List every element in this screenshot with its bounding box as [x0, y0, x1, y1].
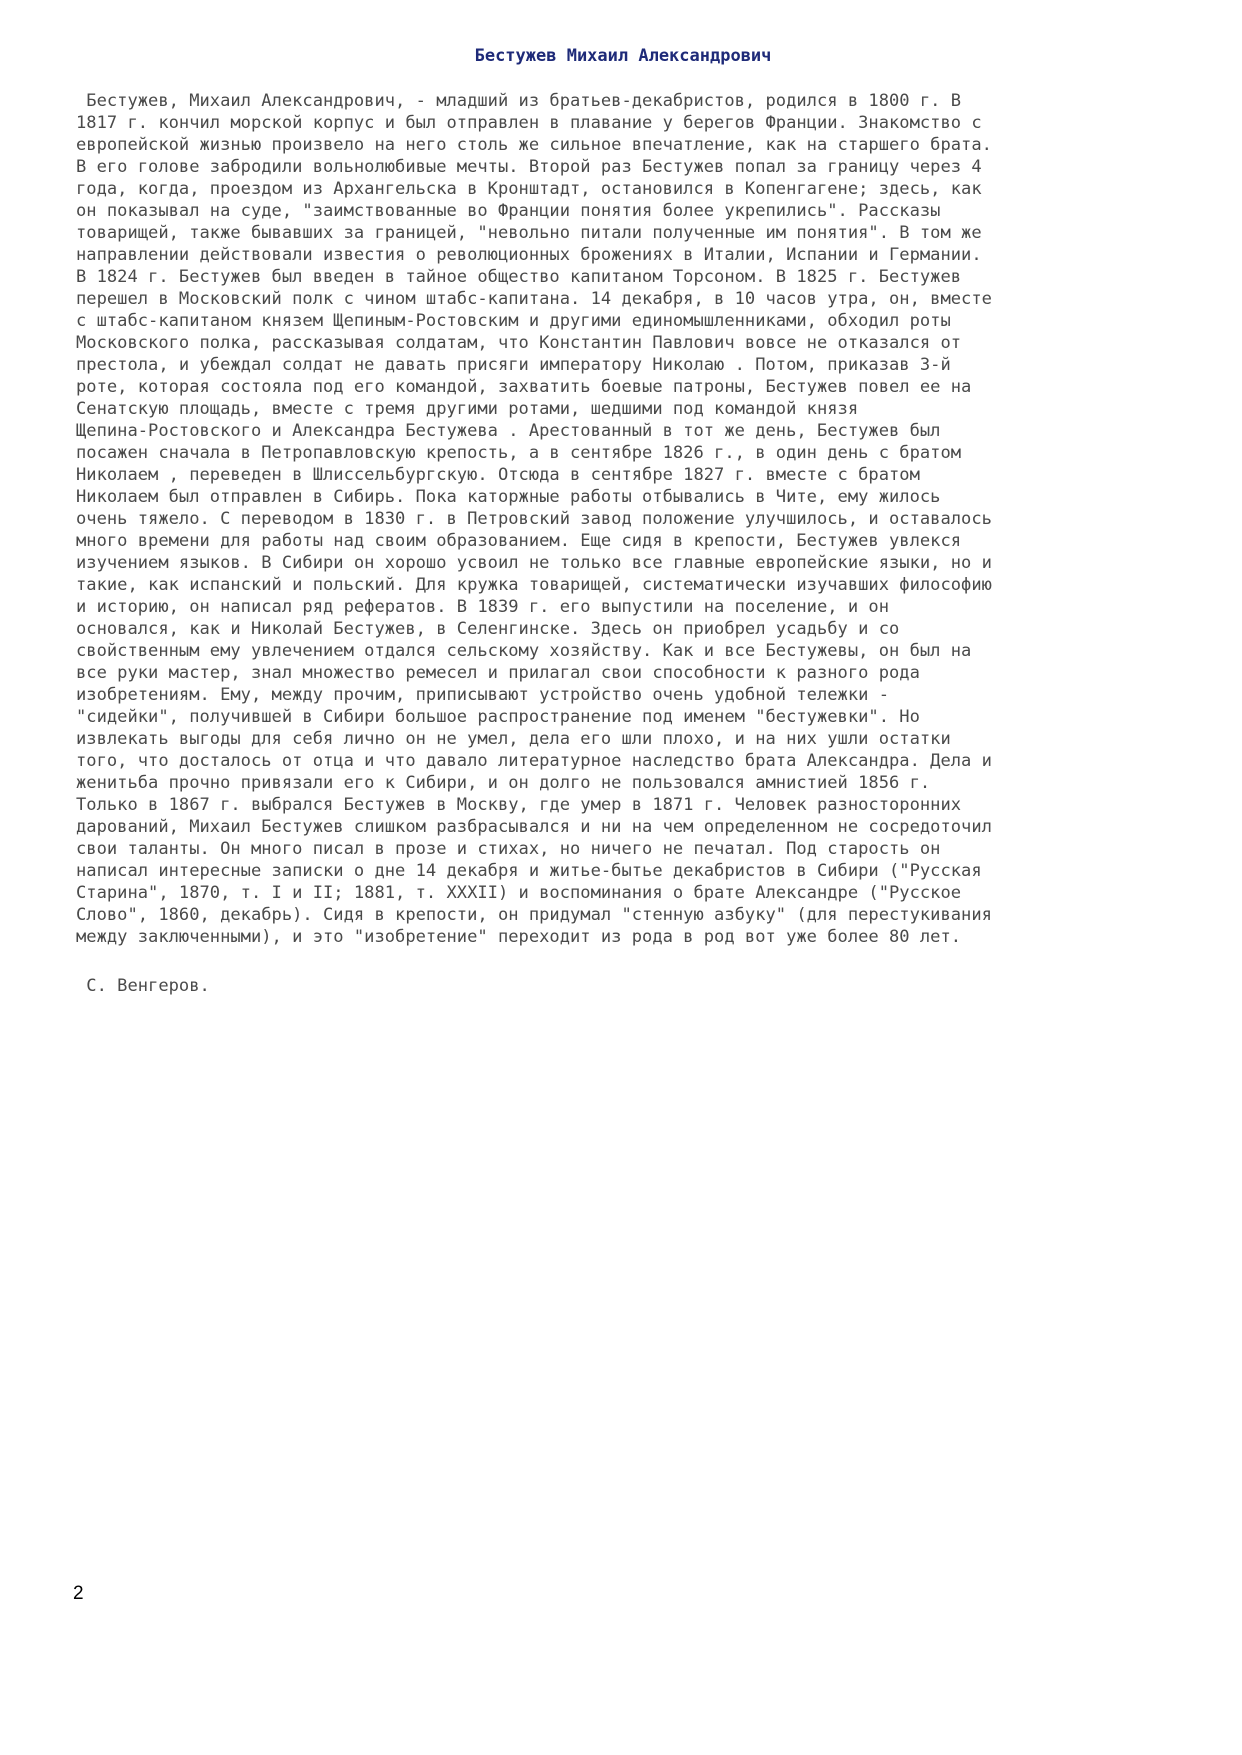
body-line: европейской жизнью произвело на него столь же сильное впечатление, как на старшего брата.	[76, 135, 992, 155]
body-line: все руки мастер, знал множество ремесел и прилагал свои способности к разного рода	[76, 663, 920, 683]
body-line: роте, которая состояла под его командой, захватить боевые патроны, Бестужев повел ее на	[76, 377, 972, 397]
body-line: Бестужев, Михаил Александрович, - младший из братьев-декабристов, родился в 1800 г. В	[76, 91, 962, 111]
body-line: года, когда, проездом из Архангельска в Кронштадт, остановился в Копенгагене; здесь, как	[76, 179, 982, 199]
body-line: Старина", 1870, т. I и II; 1881, т. XXXII) и воспоминания о брате Александре ("Русское	[76, 883, 962, 903]
body-line: направлении действовали известия о революционных брожениях в Италии, Испании и Германии.	[76, 245, 982, 265]
body-line: товарищей, также бывавших за границей, "невольно питали полученные им понятия". В том же	[76, 223, 982, 243]
body-line: Николаем , переведен в Шлиссельбургскую. Отсюда в сентябре 1827 г. вместе с братом	[76, 465, 920, 485]
body-line: Только в 1867 г. выбрался Бестужев в Москву, где умер в 1871 г. Человек разносторонних	[76, 795, 962, 815]
page-number: 2	[73, 1583, 84, 1604]
body-line: Сенатскую площадь, вместе с тремя другими ротами, шедшими под командой князя	[76, 399, 859, 419]
body-line: свои таланты. Он много писал в прозе и стихах, но ничего не печатал. Под старость он	[76, 839, 941, 859]
body-line: он показывал на суде, "заимствованные во Франции понятия более укрепились". Рассказы	[76, 201, 941, 221]
body-line: и историю, он написал ряд рефератов. В 1839 г. его выпустили на поселение, и он	[76, 597, 890, 617]
body-line: дарований, Михаил Бестужев слишком разбрасывался и ни на чем определенном не сосредоточил	[76, 817, 992, 837]
article-body	[76, 90, 1176, 948]
body-line: того, что досталось от отца и что давало литературное наследство брата Александра. Дела и	[76, 751, 992, 771]
body-line: перешел в Московский полк с чином штабс-капитана. 14 декабря, в 10 часов утра, он, вместе	[76, 289, 992, 309]
body-line: изучением языков. В Сибири он хорошо усвоил не только все главные европейские языки, но и	[76, 553, 992, 573]
body-line: В 1824 г. Бестужев был введен в тайное общество капитаном Торсоном. В 1825 г. Бестужев	[76, 267, 962, 287]
body-line: В его голове забродили вольнолюбивые мечты. Второй раз Бестужев попал за границу через 4	[76, 157, 982, 177]
body-line: Московского полка, рассказывая солдатам, что Константин Павлович вовсе не отказался от	[76, 333, 962, 353]
body-line: много времени для работы над своим образованием. Еще сидя в крепости, Бестужев увлекся	[76, 531, 962, 551]
body-line: посажен сначала в Петропавловскую крепость, а в сентябре 1826 г., в один день с братом	[76, 443, 962, 463]
body-line: с штабс-капитаном князем Щепиным-Ростовским и другими единомышленниками, обходил роты	[76, 311, 951, 331]
body-line: основался, как и Николай Бестужев, в Селенгинске. Здесь он приобрел усадьбу и со	[76, 619, 900, 639]
body-line: такие, как испанский и польский. Для кружка товарищей, систематически изучавших философию	[76, 575, 992, 595]
body-line: Слово", 1860, декабрь). Сидя в крепости, он придумал "стенную азбуку" (для перестукивания	[76, 905, 992, 925]
body-line: очень тяжело. С переводом в 1830 г. в Петровский завод положение улучшилось, и оставалось	[76, 509, 992, 529]
body-line: "сидейки", получившей в Сибири большое распространение под именем "бестужевки". Но	[76, 707, 920, 727]
body-line: изобретениям. Ему, между прочим, приписывают устройство очень удобной тележки -	[76, 685, 890, 705]
article-title: Бестужев Михаил Александрович	[474, 46, 772, 66]
body-line: между заключенными), и это "изобретение" переходит из рода в род вот уже более 80 лет.	[76, 927, 962, 947]
body-line: Щепина-Ростовского и Александра Бестужева . Арестованный в тот же день, Бестужев был	[76, 421, 941, 441]
body-line: 1817 г. кончил морской корпус и был отправлен в плавание у берегов Франции. Знакомство с	[76, 113, 982, 133]
body-line: свойственным ему увлечением отдался сельскому хозяйству. Как и все Бестужевы, он был на	[76, 641, 972, 661]
body-line: женитьба прочно привязали его к Сибири, и он долго не пользовался амнистией 1856 г.	[76, 773, 931, 793]
body-line: написал интересные записки о дне 14 декабря и житье-бытье декабристов в Сибири ("Русская	[76, 861, 982, 881]
body-line: извлекать выгоды для себя лично он не умел, дела его шли плохо, и на них ушли остатки	[76, 729, 951, 749]
body-line: престола, и убеждал солдат не давать присяги императору Николаю . Потом, приказав 3-й	[76, 355, 951, 375]
body-line: Николаем был отправлен в Сибирь. Пока каторжные работы отбывались в Чите, ему жилось	[76, 487, 941, 507]
author-signature: С. Венгеров.	[76, 976, 210, 996]
